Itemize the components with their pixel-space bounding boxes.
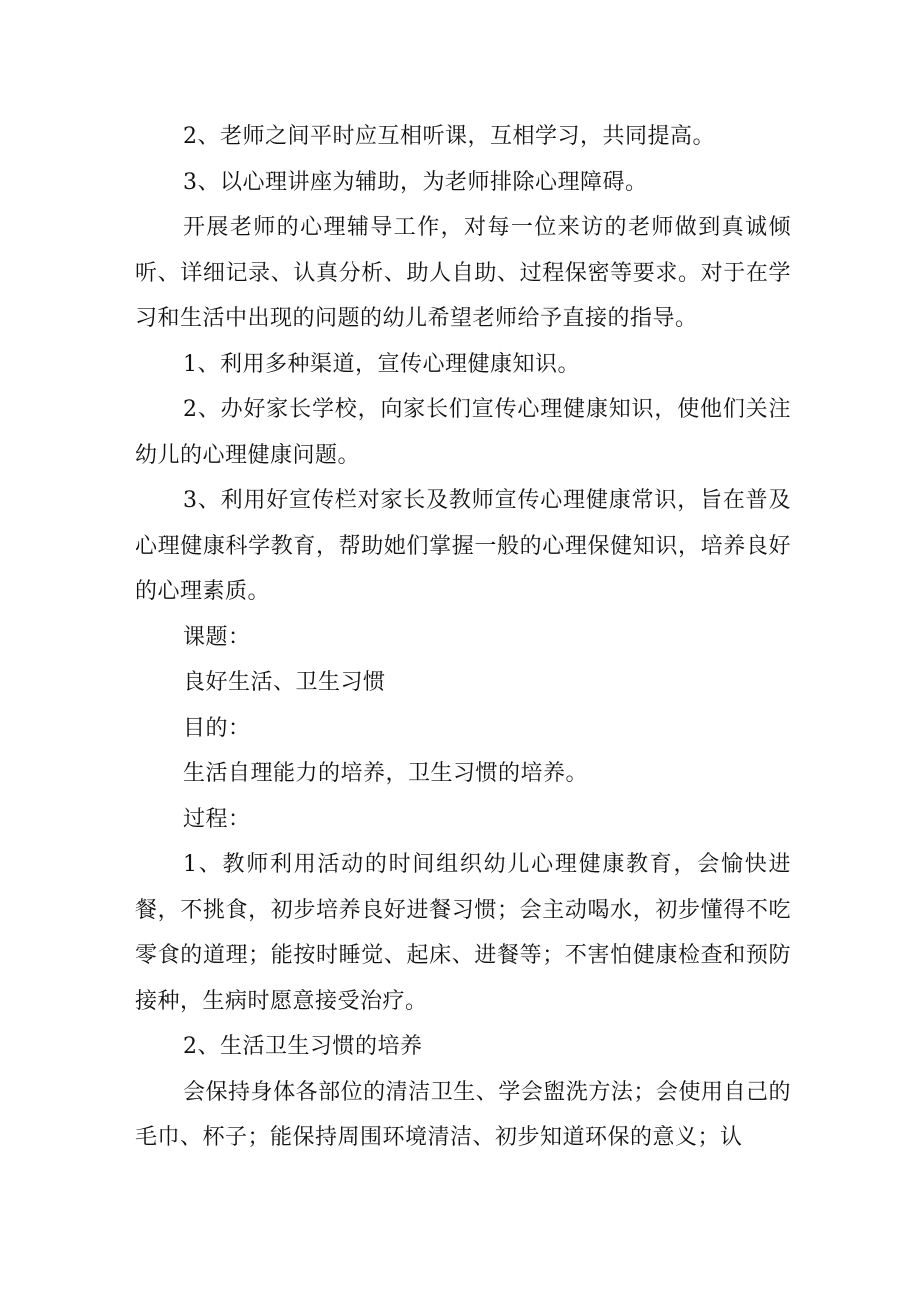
paragraph-hygiene: 会保持身体各部位的清洁卫生、学会盥洗方法；会使用自己的毛巾、杯子；能保持周围环境清洁、初步知道环保的意义；认 (135, 1079, 791, 1150)
paragraph-bulletin-board: 3、利用好宣传栏对家长及教师宣传心理健康常识，旨在普及心理健康科学教育，帮助她们掌握一般的心理保健知识，培养良好的心理素质。 (135, 488, 791, 604)
paragraph-process-1: 1、教师利用活动的时间组织幼儿心理健康教育，会愉快进餐，不挑食，初步培养良好进餐习惯；会主动喝水，初步懂得不吃零食的道理；能按时睡觉、起床、进餐等；不害怕健康检查和预防接种，生病时愿意接受治疗。 (135, 852, 791, 1014)
paragraph-parent-school: 2、办好家长学校，向家长们宣传心理健康知识，使他们关注幼儿的心理健康问题。 (135, 397, 791, 468)
paragraph-channels: 1、利用多种渠道，宣传心理健康知识。 (183, 351, 580, 377)
label-topic: 课题： (183, 624, 251, 650)
document-body (135, 114, 791, 1161)
paragraph-listening: 2、老师之间平时应互相听课，互相学习，共同提高。 (183, 124, 715, 149)
paragraph-process-2: 2、生活卫生习惯的培养 (183, 1034, 423, 1059)
paragraph-lecture: 3、以心理讲座为辅助，为老师排除心理障碍。 (183, 169, 648, 195)
label-purpose: 目的： (183, 715, 251, 741)
label-process: 过程： (183, 806, 251, 832)
purpose-text: 生活自理能力的培养，卫生习惯的培养。 (183, 761, 589, 786)
paragraph-counseling: 开展老师的心理辅导工作，对每一位来访的老师做到真诚倾听、详细记录、认真分析、助人自助、过程保密等要求。对于在学习和生活中出现的问题的幼儿希望老师给予直接的指导。 (135, 215, 791, 331)
topic-title: 良好生活、卫生习惯 (183, 670, 386, 695)
